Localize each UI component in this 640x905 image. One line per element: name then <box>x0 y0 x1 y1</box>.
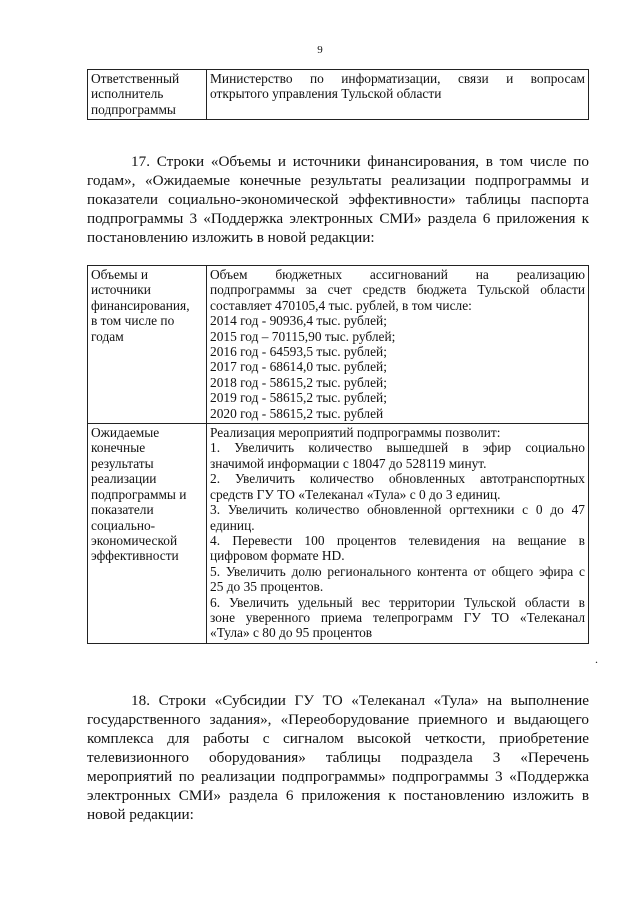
end-mark: . <box>595 652 598 666</box>
label-line: показатели <box>91 502 154 518</box>
label-line: исполнитель <box>91 86 164 102</box>
value-line: 1. Увеличить количество вышедшей в эфир социально <box>210 440 585 456</box>
responsible-executor-table <box>87 69 589 120</box>
value-line: 2016 год - 64593,5 тыс. рублей; <box>210 344 387 360</box>
value-line: Объем бюджетных ассигнований на реализацию <box>210 267 585 282</box>
paragraph-line: 17. Строки «Объемы и источники финансирования, в том числе по <box>131 153 589 170</box>
table-row <box>88 266 589 424</box>
label-line: Ожидаемые <box>91 425 160 441</box>
paragraph-line: постановлению изложить в новой редакции: <box>87 229 375 246</box>
value-line: составляет 470105,4 тыс. рублей, в том числе: <box>210 297 472 313</box>
paragraph-line: государственного задания», «Переоборудование приемного и выдающего <box>87 711 589 728</box>
table-label-cell <box>88 424 207 644</box>
value-line: 5. Увеличить долю регионального контента от общего эфира с <box>210 563 585 579</box>
value-line: значимой информации с 18047 до 528119 минут. <box>210 455 487 471</box>
value-line: зоне уверенного приема телепрограмм ГУ ТО «Телеканал <box>210 609 585 625</box>
label-line: источники <box>91 282 151 298</box>
financing-results-table <box>87 265 589 644</box>
label-line: результаты <box>91 455 154 471</box>
paragraph-line: комплекса для работы с сигналом высокой четкости, приобретение <box>87 730 589 747</box>
table-row <box>88 70 589 120</box>
paragraph-line: мероприятий по реализации подпрограммы» подпрограммы 3 «Поддержка <box>87 768 589 785</box>
label-line: Объемы и <box>91 267 149 282</box>
value-line: 25 до 35 процентов. <box>210 579 324 595</box>
paragraph-line: новой редакции: <box>87 806 194 823</box>
table-row <box>88 424 589 644</box>
table-label-cell <box>88 266 207 424</box>
table-label-cell <box>88 70 207 120</box>
value-line: «Тула» с 80 до 95 процентов <box>210 625 373 641</box>
label-line: в том числе по <box>91 313 175 329</box>
value-line: 2018 год - 58615,2 тыс. рублей; <box>210 374 387 390</box>
label-line: финансирования, <box>91 297 190 313</box>
value-line: 3. Увеличить количество обновленной оргтехники с 0 до 47 <box>210 502 585 518</box>
table-value-cell <box>207 266 589 424</box>
value-line: 4. Перевести 100 процентов телевидения на вещание в <box>210 532 585 548</box>
value-line: Министерство по информатизации, связи и вопросам <box>210 71 585 86</box>
paragraph-line: подпрограммы 3 «Поддержка электронных СМИ» раздела 6 приложения к <box>87 210 589 227</box>
value-line: 2015 год – 70115,90 тыс. рублей; <box>210 328 396 344</box>
value-line: 2. Увеличить количество обновленных автотранспортных <box>210 471 585 487</box>
page-number: 9 <box>317 44 323 56</box>
label-line: подпрограммы <box>91 101 176 117</box>
label-line: эффективности <box>91 548 179 564</box>
paragraph-line: телевизионного оборудования» таблицы подраздела 3 «Перечень <box>87 749 589 766</box>
paragraph-line: показатели социально-экономической эффективности» таблицы паспорта <box>87 191 589 208</box>
paragraph-line: электронных СМИ» раздела 6 приложения к постановлению изложить в <box>87 787 589 804</box>
paragraph-line: годам», «Ожидаемые конечные результаты реализации подпрограммы и <box>87 172 589 189</box>
paragraph-line: 18. Строки «Субсидии ГУ ТО «Телеканал «Тула» на выполнение <box>131 692 589 709</box>
value-line: 2014 год - 90936,4 тыс. рублей; <box>210 313 387 329</box>
label-line: Ответственный <box>91 71 180 86</box>
value-line: подпрограммы за счет средств бюджета Тульской области <box>210 282 585 298</box>
value-line: цифровом формате HD. <box>210 548 345 564</box>
table-value-cell <box>207 70 589 120</box>
label-line: социально- <box>91 517 156 533</box>
paragraph-18 <box>87 691 589 824</box>
value-line: средств ГУ ТО «Телеканал «Тула» с 0 до 3 единиц. <box>210 486 501 502</box>
label-line: подпрограммы и <box>91 486 187 502</box>
value-line: единиц. <box>210 517 255 533</box>
label-line: экономической <box>91 532 178 548</box>
label-line: конечные <box>91 440 146 456</box>
value-line: открытого управления Тульской области <box>210 86 442 102</box>
label-line: реализации <box>91 471 157 487</box>
value-line: 2019 год - 58615,2 тыс. рублей; <box>210 390 387 406</box>
value-line: 2020 год - 58615,2 тыс. рублей <box>210 405 384 421</box>
value-line: 2017 год - 68614,0 тыс. рублей; <box>210 359 387 375</box>
value-line: Реализация мероприятий подпрограммы позволит: <box>210 425 501 441</box>
value-line: 6. Увеличить удельный вес территории Тульской области в <box>210 594 585 610</box>
paragraph-17 <box>87 152 589 247</box>
label-line: годам <box>91 328 124 344</box>
table-value-cell <box>207 424 589 644</box>
